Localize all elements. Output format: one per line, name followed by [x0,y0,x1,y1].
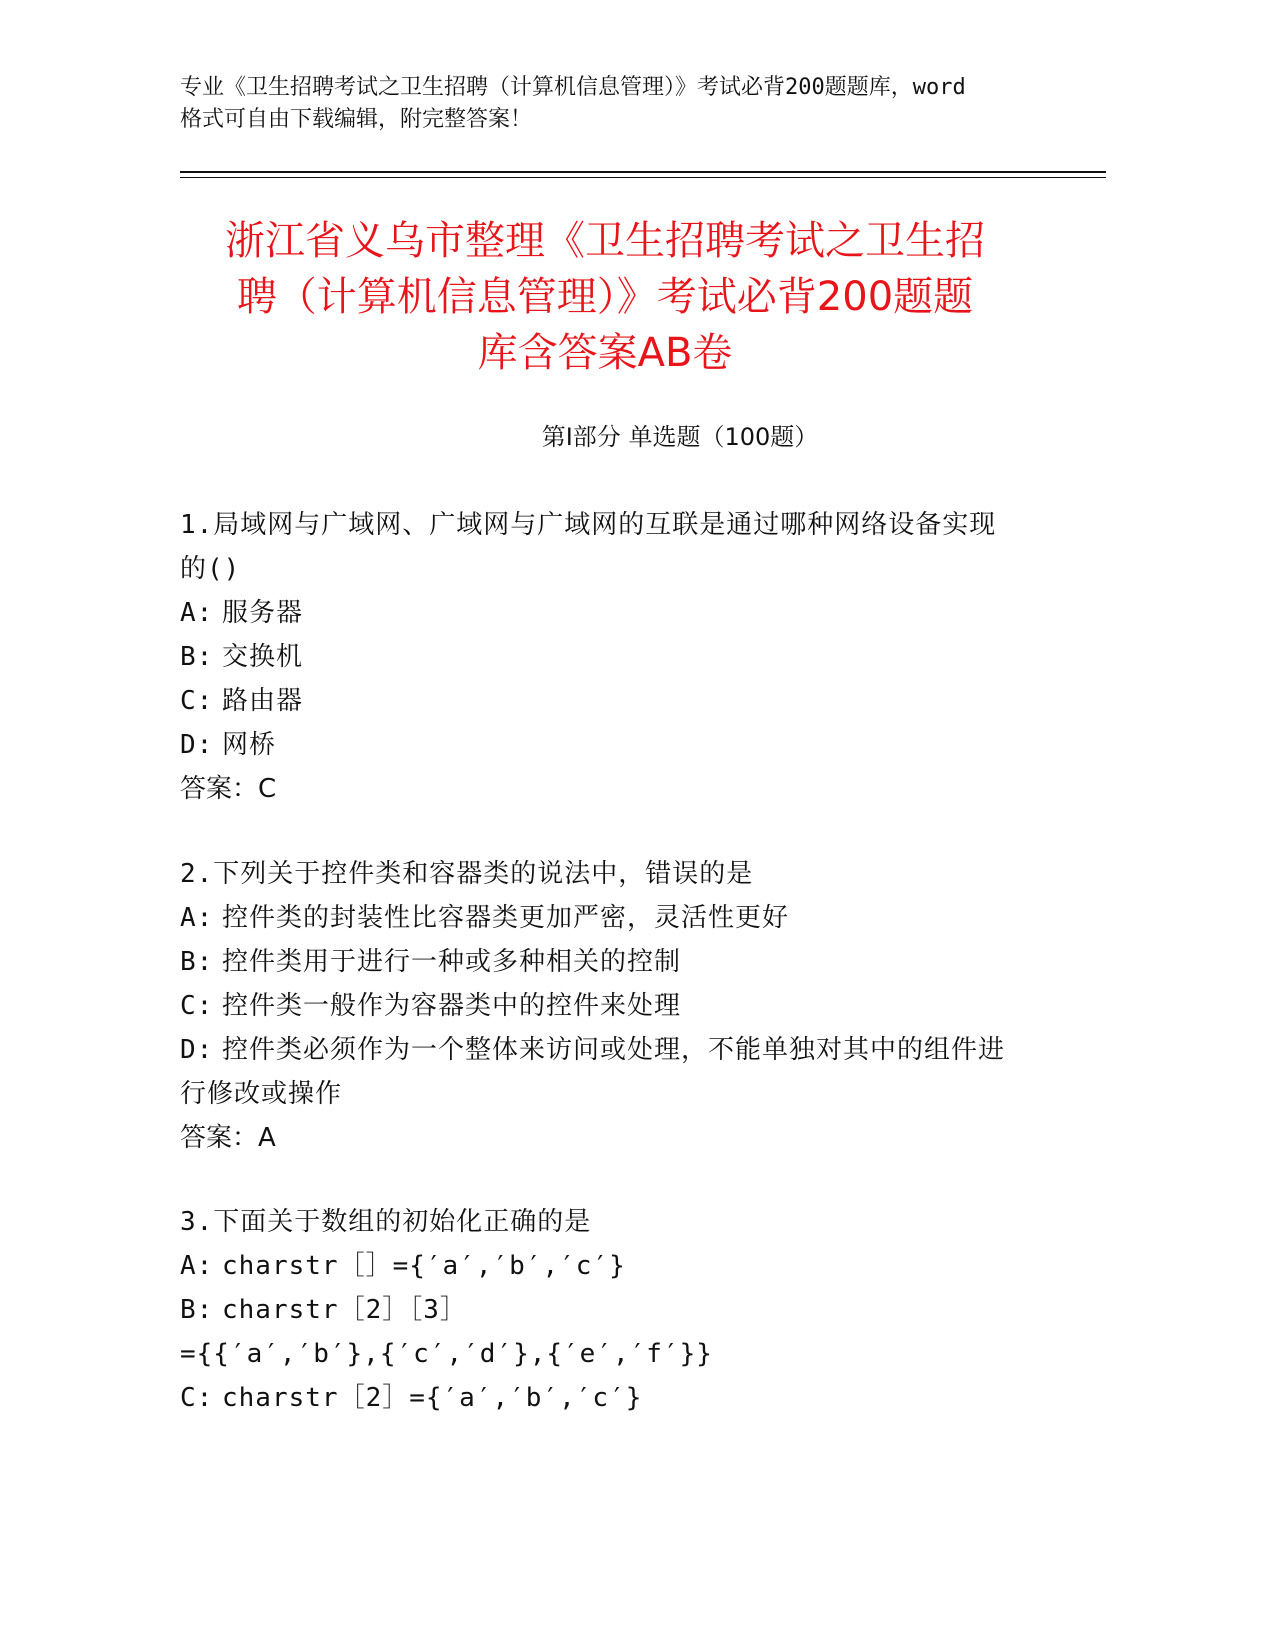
document-title-line: 库含答案AB卷 [477,330,733,376]
option-text: 服务器 [222,598,304,628]
option-a [180,896,1060,940]
document-title [170,213,1040,381]
question-stem: 2.下列关于控件类和容器类的说法中，错误的是 [180,859,754,889]
option-b [180,1288,1060,1332]
option-text: 交换机 [222,642,304,672]
option-text: charstr［2］={′a′,′b′,′c′} [222,1383,643,1413]
option-tag: A: [180,1251,214,1281]
option-b-continued: ={{′a′,′b′},{′c′,′d′},{′e′,′f′}} [180,1339,713,1369]
option-tag: B: [180,1295,214,1325]
question-stem: 的() [180,554,241,584]
question-2 [180,852,1060,1160]
option-tag: B: [180,947,214,977]
option-a [180,591,1060,635]
option-c [180,1376,1060,1420]
option-b [180,940,1060,984]
header-note [180,72,1060,136]
question-stem: 1.局域网与广域网、广域网与广域网的互联是通过哪种网络设备实现 [180,510,997,540]
header-divider-thin [180,177,1106,178]
document-title-line: 浙江省义乌市整理《卫生招聘考试之卫生招 [225,218,985,264]
option-b [180,635,1060,679]
option-a [180,1244,1060,1288]
option-tag: D: [180,1035,214,1065]
question-3 [180,1200,1060,1420]
question-stem: 3.下面关于数组的初始化正确的是 [180,1207,592,1237]
option-tag: A: [180,598,214,628]
option-d [180,1028,1060,1072]
option-text: 网桥 [222,730,277,760]
option-d-continued: 行修改或操作 [180,1079,343,1109]
option-text: 控件类必须作为一个整体来访问或处理，不能单独对其中的组件进 [222,1035,1006,1065]
option-tag: C: [180,991,214,1021]
option-text: charstr［2］［3］ [222,1295,467,1325]
option-c [180,984,1060,1028]
option-tag: B: [180,642,214,672]
option-tag: D: [180,730,214,760]
option-text: 控件类的封装性比容器类更加严密，灵活性更好 [222,903,790,933]
answer-line: 答案：C [180,774,277,804]
option-text: charstr［］={′a′,′b′,′c′} [222,1251,626,1281]
option-tag: C: [180,686,214,716]
option-text: 控件类用于进行一种或多种相关的控制 [222,947,682,977]
option-text: 路由器 [222,686,304,716]
option-tag: C: [180,1383,214,1413]
option-tag: A: [180,903,214,933]
header-note-line: 格式可自由下载编辑，附完整答案！ [180,107,533,132]
section-heading: 第Ⅰ部分 单选题（100题） [541,423,819,451]
header-divider [180,171,1106,173]
question-1 [180,503,1060,811]
option-d [180,723,1060,767]
option-text: 控件类一般作为容器类中的控件来处理 [222,991,682,1021]
header-note-line: 专业《卫生招聘考试之卫生招聘（计算机信息管理）》考试必背200题题库，word [180,75,966,100]
answer-line: 答案：A [180,1123,276,1153]
document-title-line: 聘（计算机信息管理）》考试必背200题题 [236,274,974,320]
option-c [180,679,1060,723]
